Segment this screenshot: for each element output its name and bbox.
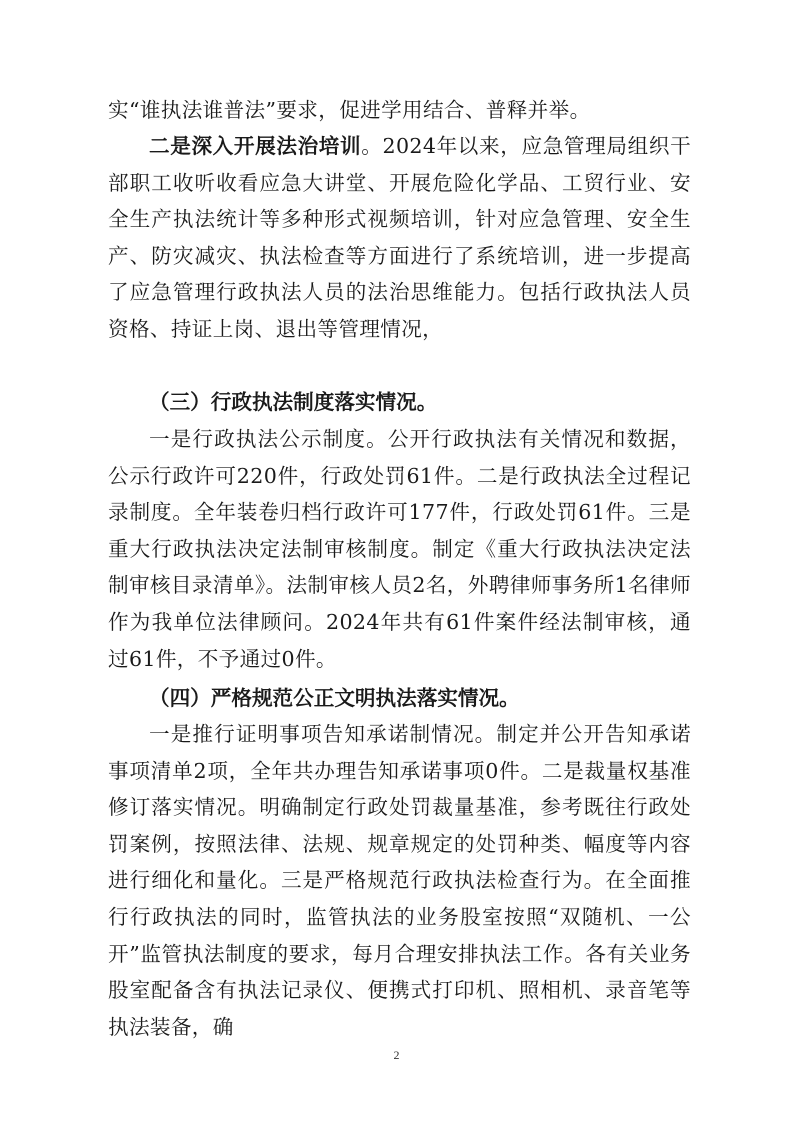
- page-number: 2: [393, 1048, 400, 1062]
- paragraph-legal-training: [108, 128, 691, 348]
- section-heading-3: （三）行政执法制度落实情况。: [149, 390, 438, 414]
- paragraph-body-legal-training: 。2024年以来，应急管理局组织干部职工收听收看应急大讲堂、开展危险化学品、工贸行业、安全生产执法统计等多种形式视频培训，针对应急管理、安全生产、防灾减灾、执法检查等方面进行了系统培训，进一步提高了应急管理行政执法人员的法治思维能力。包括行政执法人员资格、持证上岗、退出等管理情况，: [108, 134, 692, 341]
- paragraph-standardized-enforcement: 一是推行证明事项告知承诺制情况。制定并公开告知承诺事项清单2项，全年共办理告知承诺事项0件。二是裁量权基准修订落实情况。明确制定行政处罚裁量基准，参考既往行政处罚案例，按照法律、法规、规章规定的处罚种类、幅度等内容进行细化和量化。三是严格规范行政执法检查行为。在全面推行行政执法的同时，监管执法的业务股室按照“双随机、一公开”监管执法制度的要求，每月合理安排执法工作。各有关业务股室配备含有执法记录仪、便携式打印机、照相机、录音笔等执法装备，确: [108, 722, 691, 1039]
- paragraph-lead-legal-training: 二是深入开展法治培训: [149, 134, 362, 158]
- paragraph-continuation: 实“谁执法谁普法”要求，促进学用结合、普释并举。: [108, 98, 591, 122]
- paragraph-enforcement-system: 一是行政执法公示制度。公开行政执法有关情况和数据，公示行政许可220件，行政处罚61件。二是行政执法全过程记录制度。全年装卷归档行政许可177件，行政处罚61件。三是重大行政执法决定法制审核制度。制定《重大行政执法决定法制审核目录清单》。法制审核人员2名，外聘律师事务所1名律师作为我单位法律顾问。2024年共有61件案件经法制审核，通过61件，不予通过0件。: [108, 427, 691, 671]
- section-heading-4: （四）严格规范公正文明执法落实情况。: [149, 686, 520, 710]
